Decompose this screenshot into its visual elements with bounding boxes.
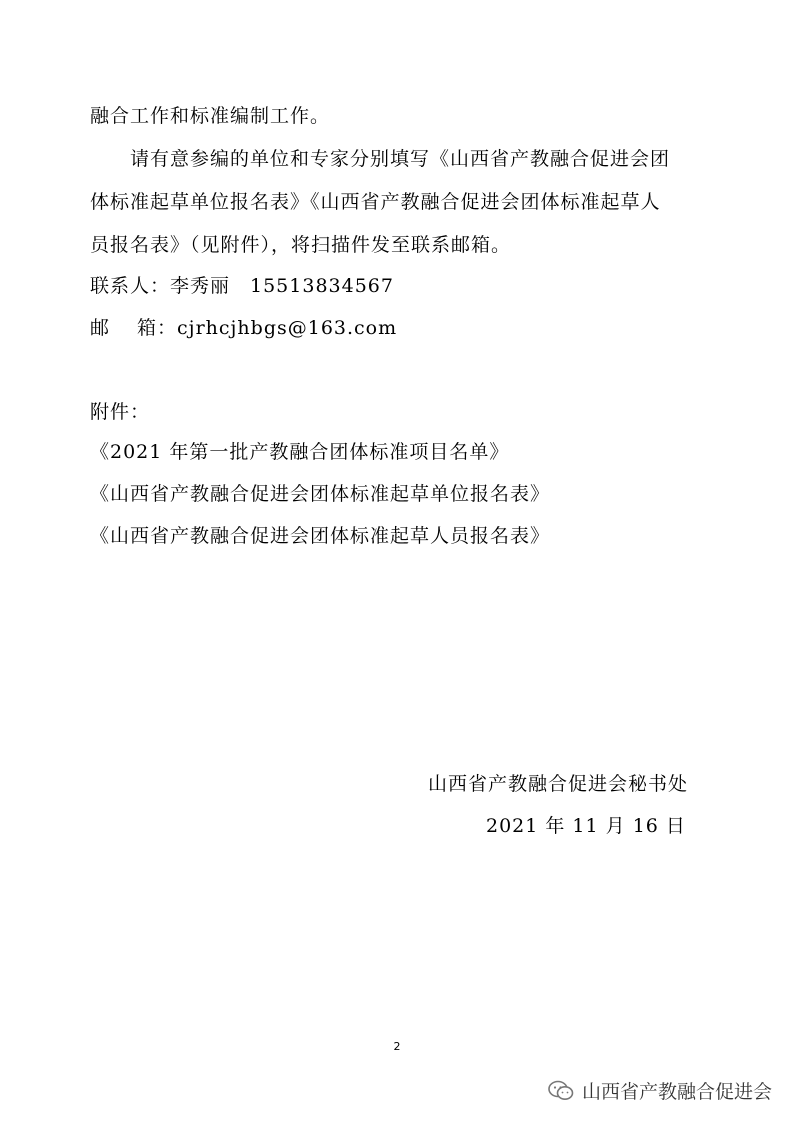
body-line-4: 员报名表》（见附件），将扫描件发至联系邮箱。	[90, 234, 512, 256]
wechat-watermark	[548, 1077, 772, 1104]
attachment-item-3: 《山西省产教融合促进会团体标准起草人员报名表》	[90, 525, 551, 547]
signature-org: 山西省产教融合促进会秘书处	[428, 773, 689, 795]
signature-date: 2021 年 11 月 16 日	[486, 815, 686, 837]
wechat-icon	[548, 1080, 574, 1102]
watermark-text: 山西省产教融合促进会	[581, 1081, 772, 1103]
body-line-2: 请有意参编的单位和专家分别填写《山西省产教融合促进会团	[130, 148, 671, 170]
body-line-1: 融合工作和标准编制工作。	[90, 105, 331, 127]
attachment-item-1: 《2021 年第一批产教融合团体标准项目名单》	[90, 441, 510, 463]
email-line: 邮 箱：cjrhcjhbgs@163.com	[90, 317, 398, 339]
attachment-item-2: 《山西省产教融合促进会团体标准起草单位报名表》	[90, 483, 551, 505]
attachments-heading: 附件：	[90, 401, 151, 423]
contact-line: 联系人：李秀丽 15513834567	[90, 275, 394, 297]
body-line-3: 体标准起草单位报名表》《山西省产教融合促进会团体标准起草人	[90, 191, 661, 213]
page-number: 2	[393, 1040, 401, 1053]
